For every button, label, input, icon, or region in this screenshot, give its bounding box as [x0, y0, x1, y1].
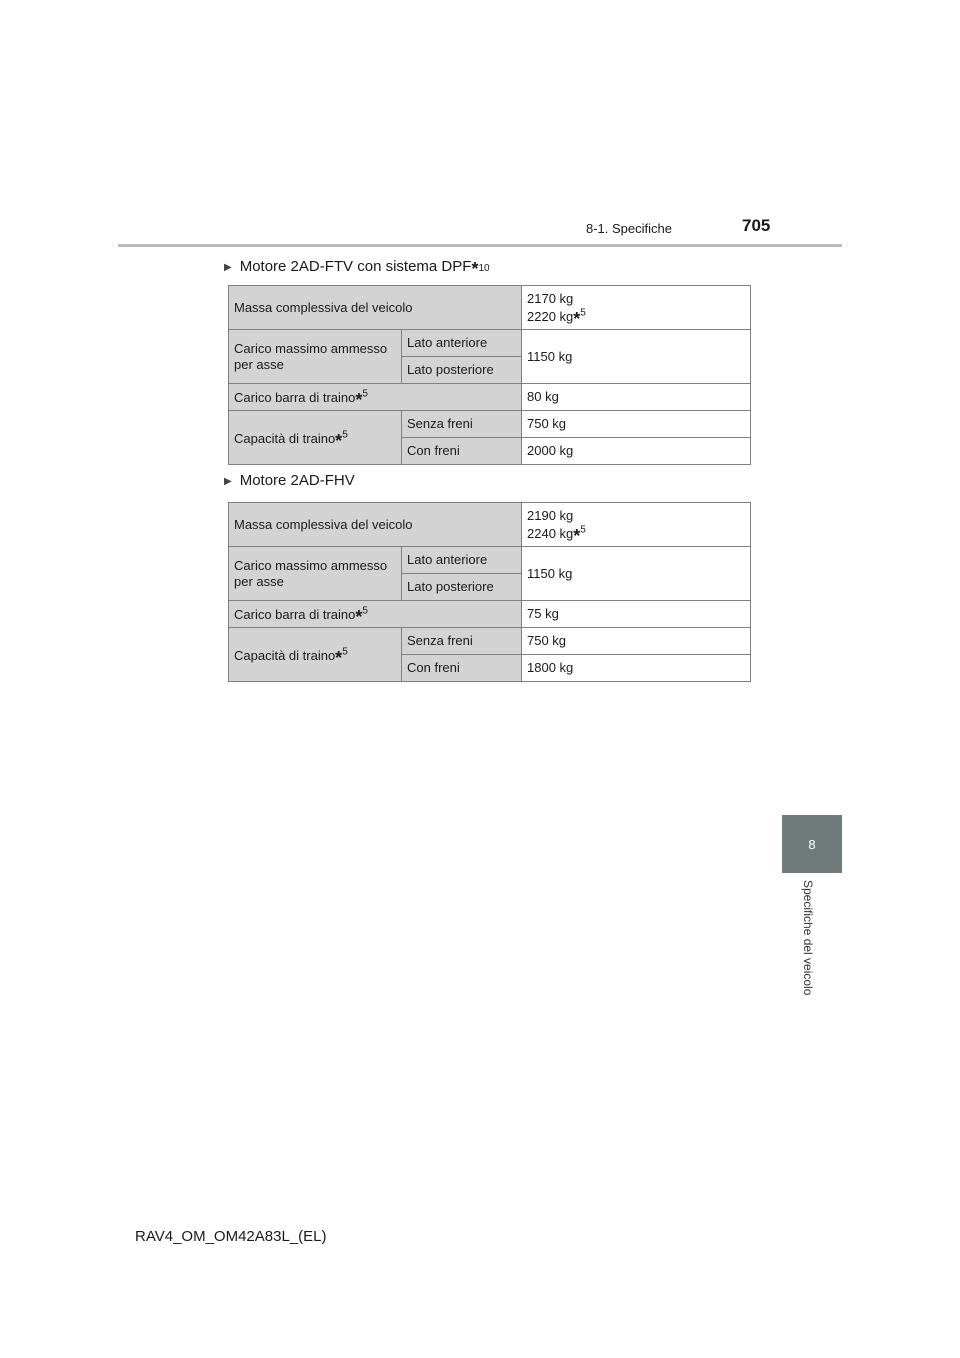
towing-capacity-label — [229, 411, 402, 465]
footnote-star-icon: * — [471, 259, 479, 279]
with-brakes-value: 2000 kg — [522, 438, 751, 465]
towbar-load-value: 80 kg — [522, 384, 751, 411]
chapter-side-label: Specifiche del veicolo — [801, 880, 815, 996]
axle-rear-label: Lato posteriore — [402, 574, 522, 601]
chapter-tab: 8 — [782, 815, 842, 873]
footnote-ref: 5 — [342, 429, 348, 441]
table-row — [229, 628, 751, 655]
gross-weight-label: Massa complessiva del veicolo — [229, 286, 522, 330]
table-row — [229, 384, 751, 411]
value-text: 2220 kg — [527, 308, 574, 324]
footnote-star-icon: * — [355, 390, 363, 410]
footnote-star-icon: * — [573, 525, 581, 546]
footnote-ref: 5 — [342, 646, 348, 658]
spec-table-2ad-fhv — [228, 502, 751, 682]
towbar-load-value: 75 kg — [522, 601, 751, 628]
towbar-load-label — [229, 601, 522, 628]
page-number: 705 — [742, 216, 771, 235]
label-text: Capacità di traino — [234, 647, 336, 663]
axle-load-label: Carico massimo ammesso per asse — [229, 547, 402, 601]
no-brakes-value: 750 kg — [522, 411, 751, 438]
table-row — [229, 547, 751, 574]
value-line — [527, 524, 745, 546]
gross-weight-value — [522, 286, 751, 330]
label-text: Carico barra di traino — [234, 607, 356, 622]
heading-text: Motore 2AD-FTV con sistema DPF — [239, 258, 472, 275]
section-title: 8-1. Specifiche — [586, 221, 672, 236]
no-brakes-value: 750 kg — [522, 628, 751, 655]
footnote-star-icon: * — [335, 430, 343, 451]
axle-front-label: Lato anteriore — [402, 547, 522, 574]
axle-load-label: Carico massimo ammesso per asse — [229, 330, 402, 384]
axle-rear-label: Lato posteriore — [402, 357, 522, 384]
table-row — [229, 601, 751, 628]
table-row — [229, 330, 751, 357]
with-brakes-label: Con freni — [402, 438, 522, 465]
engine-heading-2ad-ftv: ▶ Motore 2AD-FTV con sistema DPF * 10 — [224, 258, 490, 279]
no-brakes-label: Senza freni — [402, 628, 522, 655]
axle-load-value: 1150 kg — [522, 330, 751, 384]
gross-weight-value — [522, 503, 751, 547]
document-code: RAV4_OM_OM42A83L_(EL) — [135, 1228, 327, 1245]
footnote-ref: 5 — [362, 388, 368, 400]
footnote-star-icon: * — [335, 647, 343, 668]
engine-heading-2ad-fhv — [224, 472, 355, 489]
footnote-ref: 5 — [580, 307, 586, 319]
gross-weight-label: Massa complessiva del veicolo — [229, 503, 522, 547]
spec-table-2ad-ftv — [228, 285, 751, 465]
footnote-star-icon: * — [573, 308, 581, 329]
axle-load-value: 1150 kg — [522, 547, 751, 601]
table-row — [229, 503, 751, 547]
table-row — [229, 411, 751, 438]
with-brakes-value: 1800 kg — [522, 655, 751, 682]
value-line — [527, 307, 745, 329]
label-text: Carico barra di traino — [234, 390, 356, 405]
bullet-triangle-icon: ▶ — [224, 476, 232, 487]
table-row — [229, 286, 751, 330]
footnote-ref: 5 — [362, 605, 368, 617]
label-text: Capacità di traino — [234, 430, 336, 446]
header-divider — [118, 244, 842, 247]
towing-capacity-label — [229, 628, 402, 682]
value-text: 2240 kg — [527, 525, 574, 541]
value-line: 2170 kg — [527, 290, 574, 306]
towbar-load-label — [229, 384, 522, 411]
axle-front-label: Lato anteriore — [402, 330, 522, 357]
value-line: 2190 kg — [527, 507, 574, 523]
no-brakes-label: Senza freni — [402, 411, 522, 438]
bullet-triangle-icon: ▶ — [224, 262, 232, 273]
with-brakes-label: Con freni — [402, 655, 522, 682]
heading-text: Motore 2AD-FHV — [239, 472, 355, 489]
footnote-ref: 5 — [580, 524, 586, 536]
footnote-star-icon: * — [355, 607, 363, 627]
